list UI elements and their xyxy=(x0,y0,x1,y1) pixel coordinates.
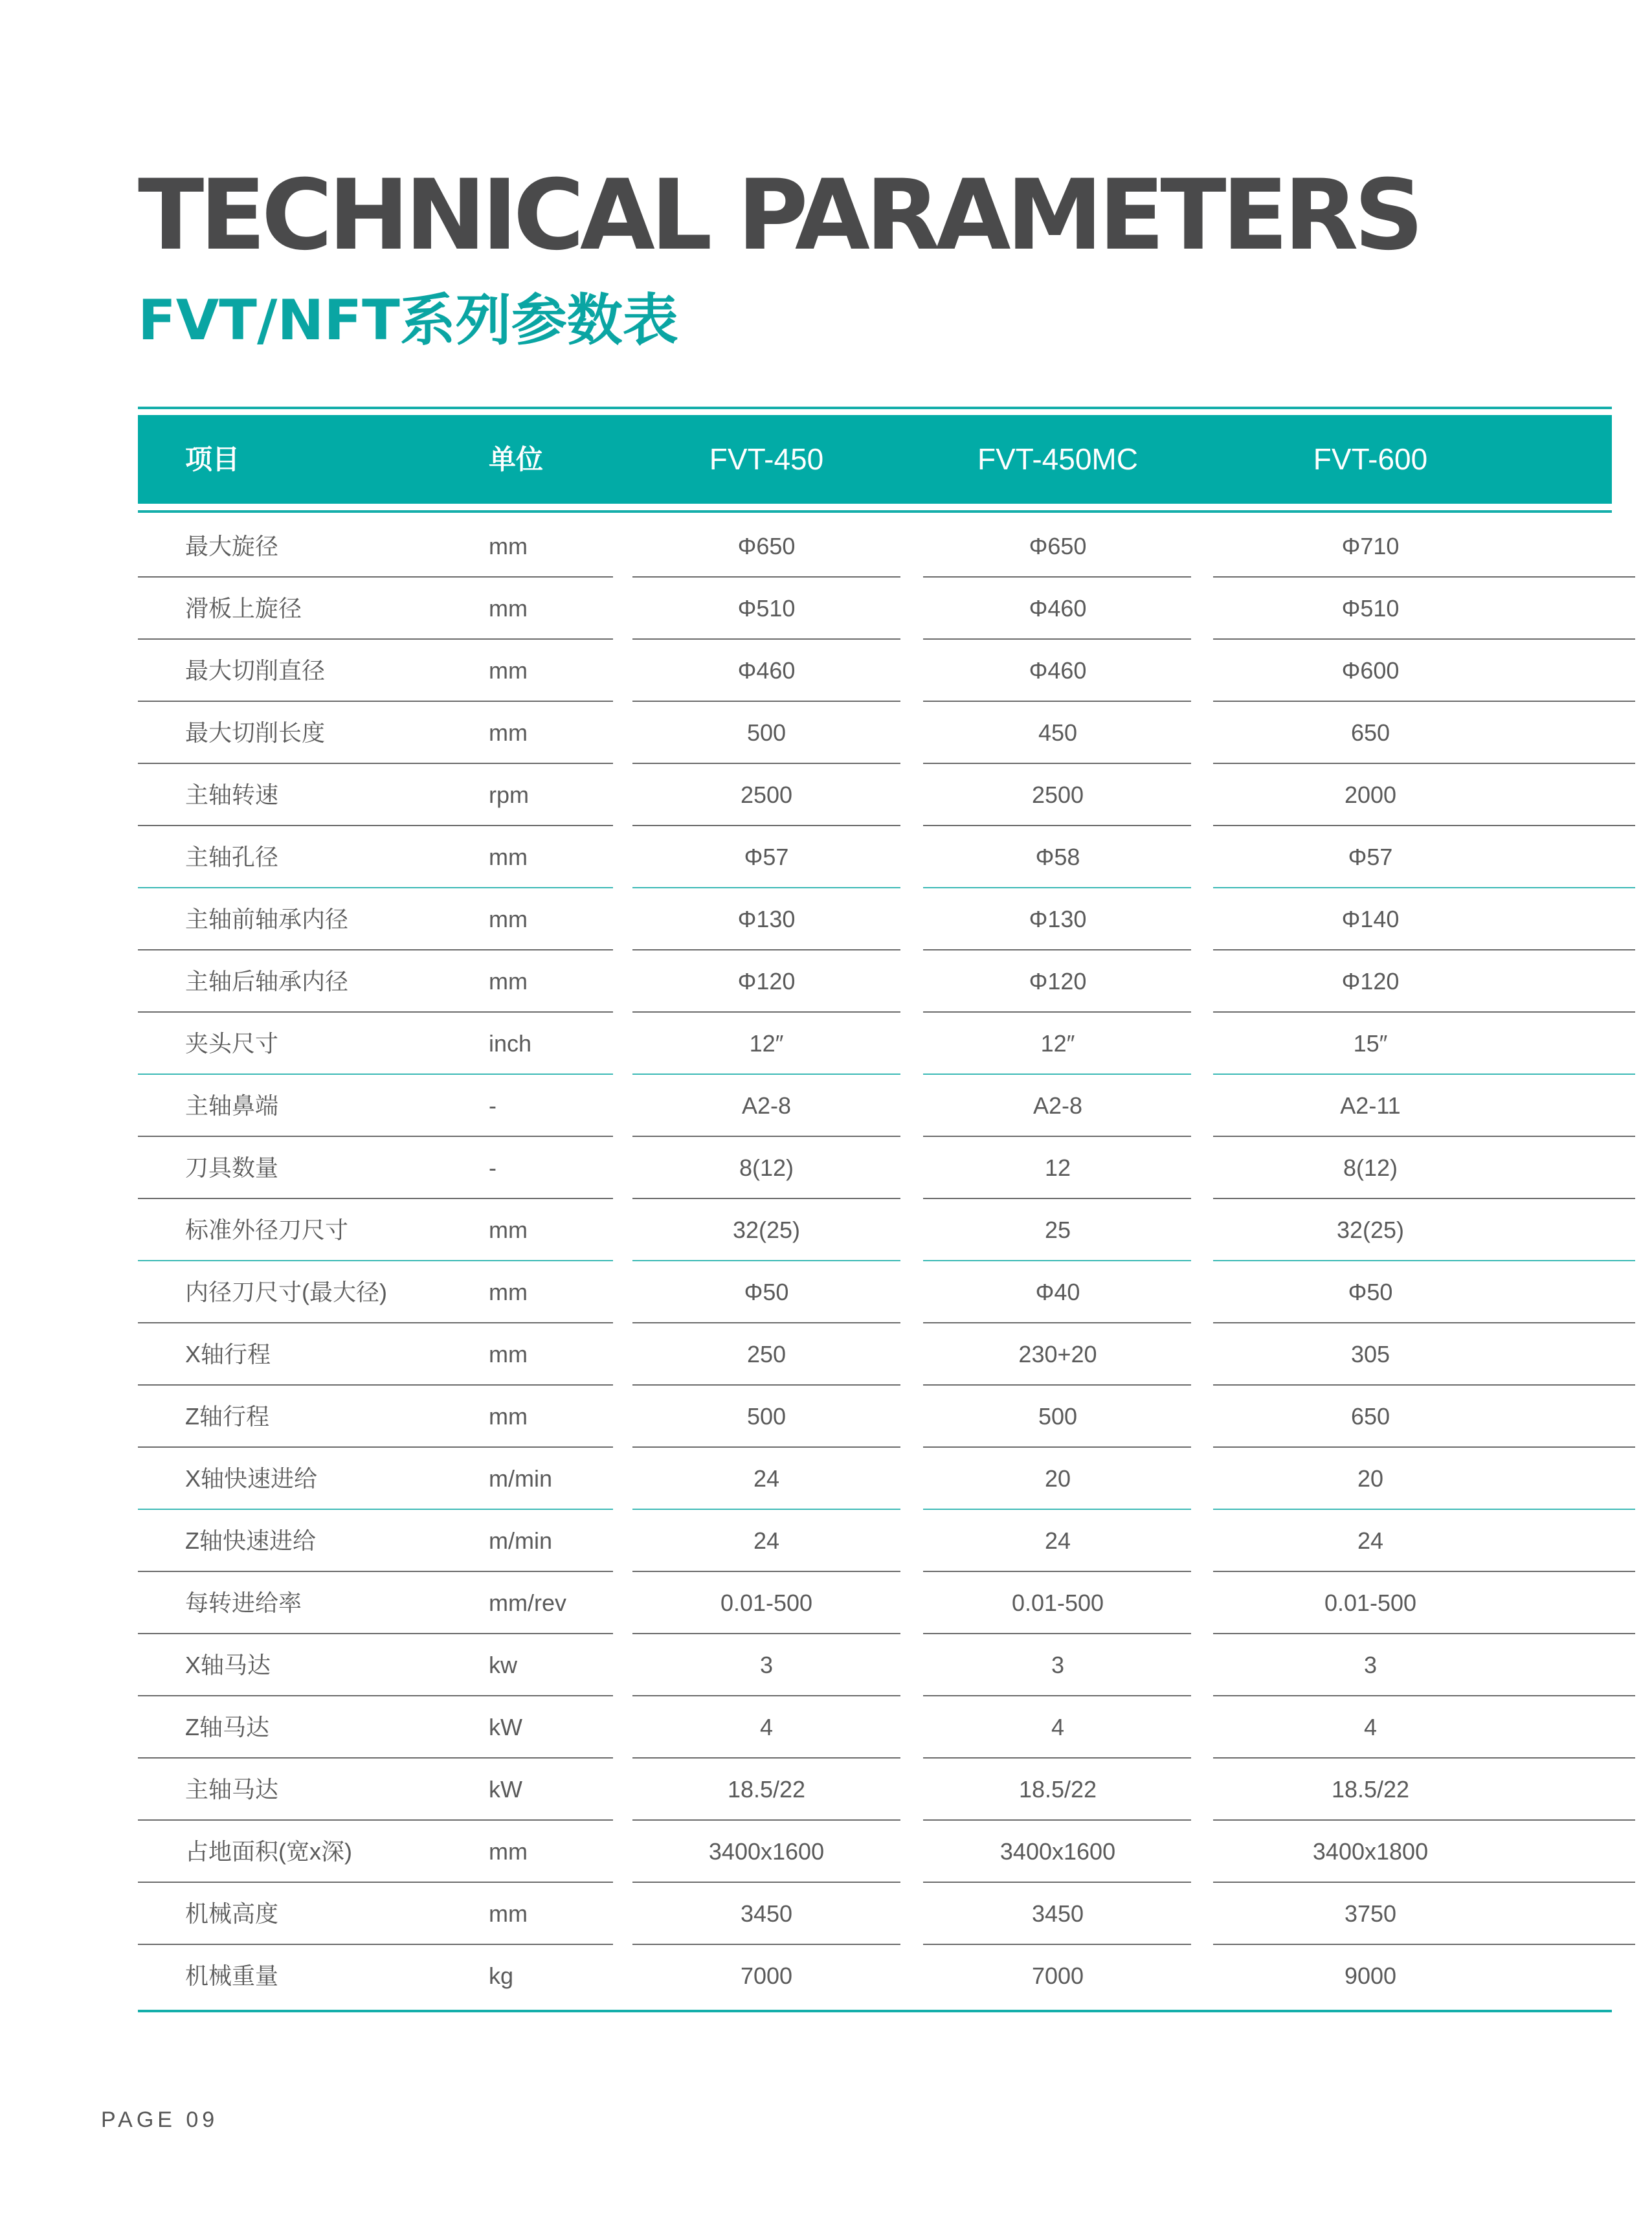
table-row xyxy=(0,826,1652,888)
cell-unit: m/min xyxy=(489,1527,552,1554)
cell-item: Z轴马达 xyxy=(185,1714,269,1740)
cell-fvt-450: Φ50 xyxy=(744,1279,789,1305)
cell-fvt-450mc: 2500 xyxy=(1031,781,1084,808)
cell-fvt-450: 500 xyxy=(746,719,787,746)
table-row xyxy=(0,578,1652,640)
cell-unit: mm xyxy=(489,844,528,870)
cell-item: 每转进给率 xyxy=(185,1590,302,1616)
table-row xyxy=(0,1013,1652,1075)
cell-item: 占地面积(宽x深) xyxy=(185,1838,352,1865)
cell-fvt-450mc: 0.01-500 xyxy=(1011,1590,1104,1616)
cell-fvt-450mc: Φ650 xyxy=(1029,533,1087,559)
cell-fvt-450: 12″ xyxy=(749,1030,784,1057)
cell-fvt-450mc: 4 xyxy=(1051,1714,1065,1740)
cell-unit: kW xyxy=(489,1714,522,1740)
cell-fvt-450mc: Φ460 xyxy=(1029,595,1087,622)
cell-fvt-450mc: 12 xyxy=(1044,1154,1071,1181)
cell-item: 主轴前轴承内径 xyxy=(185,906,349,932)
table-row xyxy=(0,1572,1652,1634)
cell-item: 主轴后轴承内径 xyxy=(185,968,349,995)
cell-fvt-450: 500 xyxy=(746,1403,787,1430)
cell-fvt-450mc: 3450 xyxy=(1031,1900,1084,1927)
cell-unit: mm xyxy=(489,533,528,559)
table-row xyxy=(0,1075,1652,1137)
table-row xyxy=(0,1323,1652,1386)
cell-fvt-450mc: 500 xyxy=(1038,1403,1078,1430)
cell-item: 主轴转速 xyxy=(185,781,279,808)
cell-item: 夹头尺寸 xyxy=(185,1030,279,1057)
table-row xyxy=(0,640,1652,702)
cell-item: X轴行程 xyxy=(185,1341,271,1367)
cell-unit: mm xyxy=(489,1279,528,1305)
cell-fvt-450mc: 12″ xyxy=(1040,1030,1075,1057)
page-title: TECHNICAL PARAMETERS xyxy=(138,159,1420,272)
cell-fvt-600: Φ600 xyxy=(1341,657,1400,684)
header-unit: 单位 xyxy=(489,444,544,475)
cell-fvt-450mc: 230+20 xyxy=(1018,1341,1097,1367)
cell-unit: mm xyxy=(489,1838,528,1865)
table-row xyxy=(0,1261,1652,1323)
cell-fvt-600: Φ57 xyxy=(1348,844,1393,870)
table-row xyxy=(0,1448,1652,1510)
cell-item: X轴马达 xyxy=(185,1652,271,1678)
cell-unit: - xyxy=(489,1154,497,1181)
cell-fvt-450: 250 xyxy=(746,1341,787,1367)
table-row xyxy=(0,1945,1652,2007)
cell-fvt-450: Φ57 xyxy=(744,844,789,870)
cell-fvt-450mc: 24 xyxy=(1044,1527,1071,1554)
cell-fvt-450mc: 25 xyxy=(1044,1217,1071,1243)
table-row xyxy=(0,1696,1652,1759)
table-bottom-rule xyxy=(138,2010,1612,2012)
cell-fvt-600: 9000 xyxy=(1344,1962,1397,1989)
cell-item: 内径刀尺寸(最大径) xyxy=(185,1279,387,1305)
cell-fvt-600: 18.5/22 xyxy=(1331,1776,1410,1803)
table-row xyxy=(0,764,1652,826)
table-row xyxy=(0,1821,1652,1883)
cell-fvt-600: 305 xyxy=(1350,1341,1390,1367)
table-row xyxy=(0,1386,1652,1448)
cell-fvt-600: 650 xyxy=(1350,719,1390,746)
cell-fvt-450mc: 3400x1600 xyxy=(999,1838,1116,1865)
cell-fvt-450mc: 20 xyxy=(1044,1465,1071,1492)
cell-fvt-600: Φ50 xyxy=(1348,1279,1393,1305)
cell-fvt-600: Φ510 xyxy=(1341,595,1400,622)
cell-fvt-450: 3450 xyxy=(740,1900,793,1927)
cell-item: Z轴快速进给 xyxy=(185,1527,316,1554)
cell-fvt-450mc: Φ40 xyxy=(1035,1279,1080,1305)
header-item: 项目 xyxy=(185,444,240,475)
cell-fvt-600: 0.01-500 xyxy=(1324,1590,1417,1616)
cell-item: 主轴马达 xyxy=(185,1776,279,1803)
cell-unit: kg xyxy=(489,1962,514,1989)
cell-unit: mm xyxy=(489,657,528,684)
header-fvt-450: FVT-450 xyxy=(709,442,824,476)
cell-fvt-450: 24 xyxy=(753,1527,780,1554)
cell-item: 最大切削直径 xyxy=(185,657,326,684)
cell-fvt-600: 3750 xyxy=(1344,1900,1397,1927)
cell-fvt-450: 0.01-500 xyxy=(720,1590,813,1616)
cell-fvt-600: 20 xyxy=(1357,1465,1384,1492)
cell-item: 标准外径刀尺寸 xyxy=(185,1217,349,1243)
cell-fvt-450mc: 3 xyxy=(1051,1652,1065,1678)
cell-fvt-600: 2000 xyxy=(1344,781,1397,808)
cell-item: 最大切削长度 xyxy=(185,719,326,746)
cell-fvt-600: A2-11 xyxy=(1340,1092,1401,1119)
cell-fvt-450mc: Φ58 xyxy=(1035,844,1080,870)
cell-unit: inch xyxy=(489,1030,532,1057)
cell-fvt-450: 8(12) xyxy=(739,1154,794,1181)
cell-unit: mm xyxy=(489,595,528,622)
cell-fvt-600: Φ710 xyxy=(1341,533,1400,559)
page-subtitle: FVT/NFT系列参数表 xyxy=(138,288,678,353)
cell-fvt-450mc: 18.5/22 xyxy=(1018,1776,1097,1803)
cell-fvt-600: 3400x1800 xyxy=(1312,1838,1429,1865)
cell-item: X轴快速进给 xyxy=(185,1465,318,1492)
cell-fvt-450: 7000 xyxy=(740,1962,793,1989)
cell-fvt-600: 4 xyxy=(1363,1714,1378,1740)
cell-item: 主轴孔径 xyxy=(185,844,279,870)
cell-fvt-450mc: Φ460 xyxy=(1029,657,1087,684)
cell-fvt-450mc: Φ130 xyxy=(1029,906,1087,932)
cell-fvt-450: 18.5/22 xyxy=(727,1776,806,1803)
cell-unit: mm xyxy=(489,1217,528,1243)
cell-unit: mm/rev xyxy=(489,1590,566,1616)
table-row xyxy=(0,888,1652,950)
table-row xyxy=(0,702,1652,764)
cell-unit: mm xyxy=(489,906,528,932)
table-row xyxy=(0,1510,1652,1572)
cell-item: Z轴行程 xyxy=(185,1403,269,1430)
cell-item: 滑板上旋径 xyxy=(185,595,302,622)
cell-fvt-600: 3 xyxy=(1363,1652,1378,1678)
cell-unit: kw xyxy=(489,1652,517,1678)
cell-item: 机械重量 xyxy=(185,1962,279,1989)
cell-item: 机械高度 xyxy=(185,1900,279,1927)
cell-fvt-450: 3400x1600 xyxy=(708,1838,825,1865)
cell-fvt-600: Φ140 xyxy=(1341,906,1400,932)
table-row xyxy=(0,1883,1652,1945)
cell-unit: mm xyxy=(489,968,528,995)
table-row xyxy=(0,1634,1652,1696)
cell-item: 主轴鼻端 xyxy=(185,1092,279,1119)
cell-unit: kW xyxy=(489,1776,522,1803)
cell-fvt-450: 24 xyxy=(753,1465,780,1492)
cell-fvt-600: 650 xyxy=(1350,1403,1390,1430)
cell-fvt-450: 2500 xyxy=(740,781,793,808)
cell-fvt-450: 3 xyxy=(759,1652,774,1678)
header-fvt-600: FVT-600 xyxy=(1313,442,1428,476)
cell-unit: mm xyxy=(489,1900,528,1927)
cell-fvt-450: Φ120 xyxy=(737,968,796,995)
cell-fvt-450: 32(25) xyxy=(732,1217,801,1243)
cell-fvt-600: 8(12) xyxy=(1343,1154,1398,1181)
cell-fvt-450: Φ650 xyxy=(737,533,796,559)
cell-item: 最大旋径 xyxy=(185,533,279,559)
cell-fvt-600: 24 xyxy=(1357,1527,1384,1554)
cell-unit: m/min xyxy=(489,1465,552,1492)
cell-fvt-450mc: 7000 xyxy=(1031,1962,1084,1989)
cell-fvt-450: Φ460 xyxy=(737,657,796,684)
cell-fvt-450: Φ510 xyxy=(737,595,796,622)
table-row xyxy=(0,1759,1652,1821)
cell-fvt-600: 15″ xyxy=(1353,1030,1388,1057)
cell-fvt-450: A2-8 xyxy=(741,1092,792,1119)
header-fvt-450mc: FVT-450MC xyxy=(977,442,1138,476)
cell-fvt-450mc: Φ120 xyxy=(1029,968,1087,995)
table-row xyxy=(0,1199,1652,1261)
cell-fvt-450mc: 450 xyxy=(1038,719,1078,746)
cell-fvt-450: 4 xyxy=(759,1714,774,1740)
cell-item: 刀具数量 xyxy=(185,1154,279,1181)
cell-fvt-450: Φ130 xyxy=(737,906,796,932)
cell-unit: mm xyxy=(489,1403,528,1430)
cell-unit: mm xyxy=(489,1341,528,1367)
table-row xyxy=(0,1137,1652,1199)
cell-unit: - xyxy=(489,1092,497,1119)
table-row xyxy=(0,515,1652,578)
cell-fvt-600: 32(25) xyxy=(1336,1217,1405,1243)
table-row xyxy=(0,950,1652,1013)
cell-fvt-450mc: A2-8 xyxy=(1032,1092,1083,1119)
page-number: PAGE 09 xyxy=(101,2108,219,2132)
cell-fvt-600: Φ120 xyxy=(1341,968,1400,995)
cell-unit: rpm xyxy=(489,781,529,808)
cell-unit: mm xyxy=(489,719,528,746)
